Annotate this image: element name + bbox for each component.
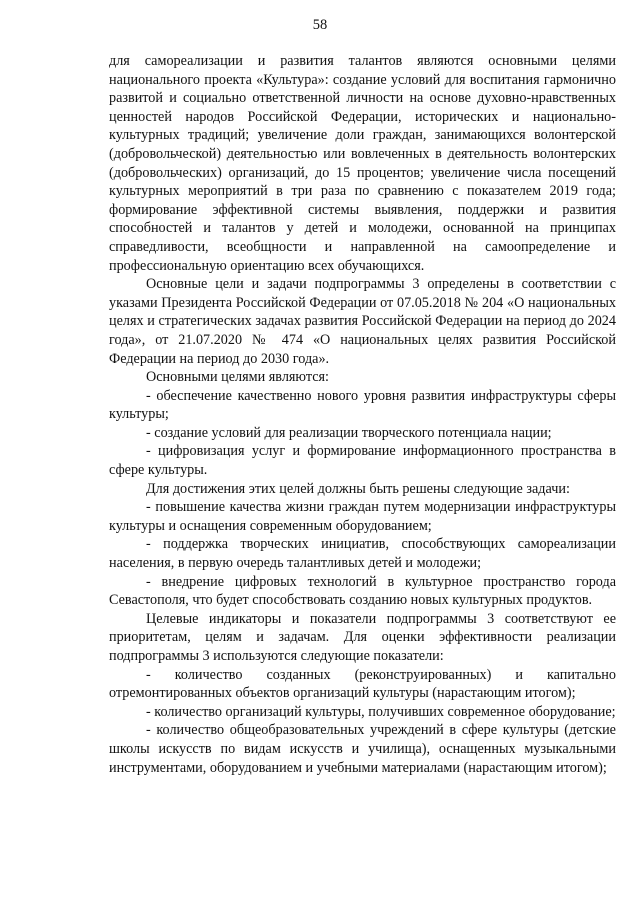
paragraph-tasks-heading: Для достижения этих целей должны быть решены следующие задачи: <box>146 480 570 497</box>
list-item-goal: - цифровизация услуг и формирование информационного пространства в сфере культуры. <box>109 443 616 479</box>
list-item-goal: - создание условий для реализации творческого потенциала нации; <box>146 424 552 441</box>
list-item-indicator: - количество созданных (реконструированных) и капитально отремонтированных объектов организаций культуры (нарастающим итогом); <box>109 666 616 702</box>
list-item-task: - внедрение цифровых технологий в культурное пространство города Севастополя, что будет способствовать созданию новых культурных продуктов. <box>109 573 616 609</box>
list-item-task: - повышение качества жизни граждан путем модернизации инфраструктуры культуры и оснащения современным оборудованием; <box>109 499 616 534</box>
list-item-goal: - обеспечение качественно нового уровня развития инфраструктуры сферы культуры; <box>109 387 616 423</box>
document-body <box>109 52 616 777</box>
paragraph-goals-basis: Основные цели и задачи подпрограммы 3 определены в соответствии с указами Президента Российской Федерации от 07.05.2018 № 204 «О национальных целях и стратегических задачах развития Российской Федерации на период до 2024 года», от 21.07.2020 № 474 «О национальных целях развития Российской Федерации на период до 2030 года». <box>109 276 616 367</box>
page-number: 58 <box>312 17 328 33</box>
list-item-task: - поддержка творческих инициатив, способствующих самореализации населения, в первую очередь талантливых детей и молодежи; <box>109 536 616 572</box>
paragraph-indicators: Целевые индикаторы и показатели подпрограммы 3 соответствуют ее приоритетам, целям и задачам. Для оценки эффективности реализации подпрограммы 3 используются следующие показатели: <box>109 610 616 664</box>
list-item-indicator: - количество общеобразовательных учреждений в сфере культуры (детские школы искусств по видам искусств и училища), оснащенных музыкальными инструментами, оборудованием и учебными материалами (нарастающим итогом); <box>109 722 616 776</box>
paragraph-goals-heading: Основными целями являются: <box>146 369 329 386</box>
paragraph-continuation: для самореализации и развития талантов являются основными целями национального проекта «Культура»: создание условий для воспитания гармонично развитой и социально ответственной личности на основе духовно-нравственных ценностей народов Российской Федерации, исторических и национально-культурных традиций; увеличение доли граждан, занимающихся волонтерской (добровольческой) деятельностью или вовлеченных в деятельность волонтерских (добровольческих) организаций, до 15 процентов; увеличение числа посещений культурных мероприятий в три раза по сравнению с показателем 2019 года; формирование эффективной системы выявления, поддержки и развития способностей и талантов у детей и молодежи, основанной на принципах справедливости, всеобщности и направленной на самоопределение и профессиональную ориентацию всех обучающихся. <box>109 53 616 274</box>
list-item-indicator: - количество организаций культуры, получивших современное оборудование; <box>146 703 616 720</box>
